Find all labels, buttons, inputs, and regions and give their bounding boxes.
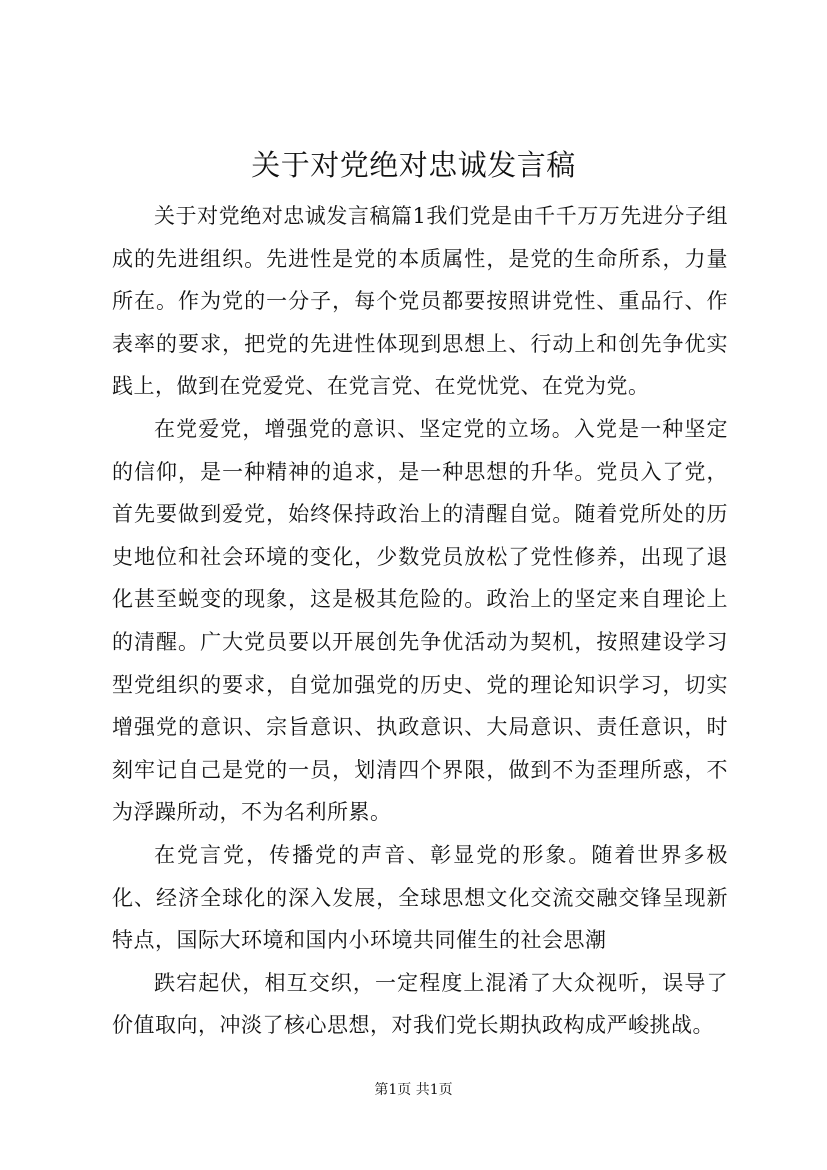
- document-body: [112, 195, 728, 1047]
- paragraph-3: 在党言党，传播党的声音、彰显党的形象。随着世界多极化、经济全球化的深入发展，全球思想文化交流交融交锋呈现新特点，国际大环境和国内小环境共同催生的社会思潮: [112, 842, 728, 953]
- paragraph-4: 跌宕起伏，相互交织，一定程度上混淆了大众视听，误导了价值取向，冲淡了核心思想，对我们党长期执政构成严峻挑战。: [112, 970, 728, 1038]
- paragraph-2: 在党爱党，增强党的意识、坚定党的立场。入党是一种坚定的信仰，是一种精神的追求，是一种思想的升华。党员入了党，首先要做到爱党，始终保持政治上的清醒自觉。随着党所处的历史地位和社会环境的变化，少数党员放松了党性修养，出现了退化甚至蜕变的现象，这是极其危险的。政治上的坚定来自理论上的清醒。广大党员要以开展创先争优活动为契机，按照建设学习型党组织的要求，自觉加强党的历史、党的理论知识学习，切实增强党的意识、宗旨意识、执政意识、大局意识、责任意识，时刻牢记自己是党的一员，划清四个界限，做到不为歪理所惑，不为浮躁所动，不为名利所累。: [112, 416, 728, 825]
- paragraph-1: 关于对党绝对忠诚发言稿篇1我们党是由千千万万先进分子组成的先进组织。先进性是党的本质属性，是党的生命所系，力量所在。作为党的一分子，每个党员都要按照讲党性、重品行、作表率的要求，把党的先进性体现到思想上、行动上和创先争优实践上，做到在党爱党、在党言党、在党忧党、在党为党。: [112, 204, 728, 399]
- document-title: 关于对党绝对忠诚发言稿: [251, 148, 576, 182]
- page-footer: 第1页 共1页: [374, 1082, 453, 1098]
